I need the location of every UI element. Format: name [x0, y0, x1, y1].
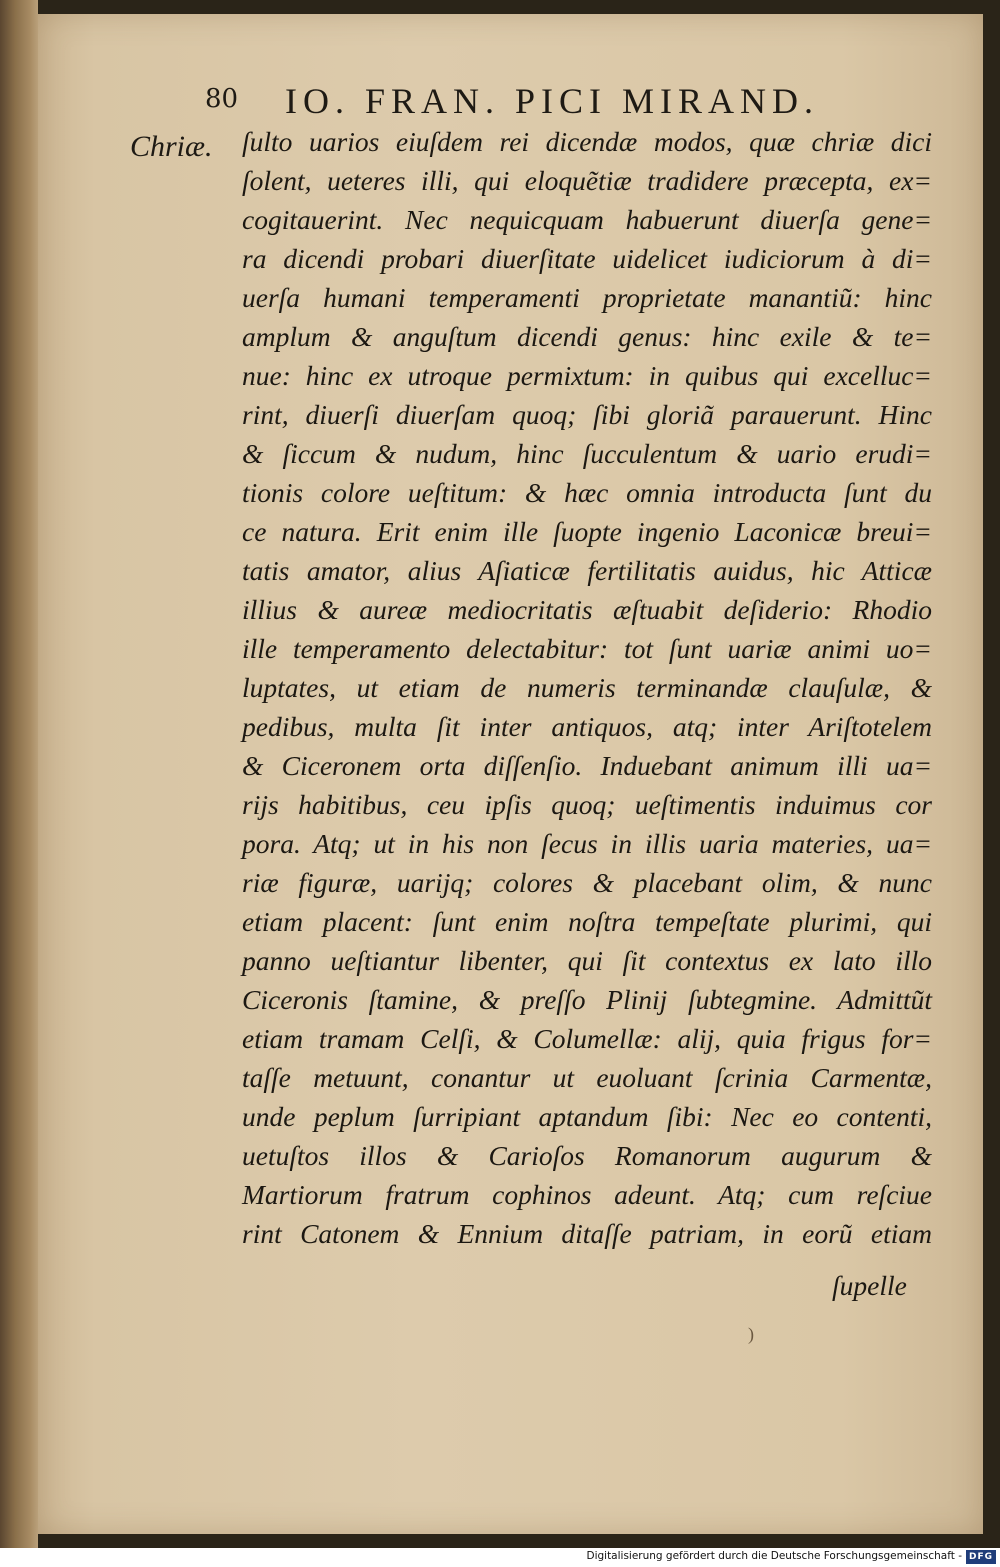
text-line: nue: hinc ex utroque permixtum: in quibus qui excelluc=	[242, 360, 932, 391]
text-line: luptates, ut etiam de numeris terminandæ clauſulæ, &	[242, 672, 932, 703]
page-number: 80	[205, 84, 239, 114]
digitization-footer	[0, 1548, 1000, 1567]
text-line: pora. Atq; ut in his non ſecus in illis uaria materies, ua=	[242, 828, 932, 859]
text-line: rint, diuerſi diuerſam quoq; ſibi gloriã parauerunt. Hinc	[242, 399, 932, 430]
text-line: etiam placent: ſunt enim noſtra tempeſtate plurimi, qui	[242, 906, 932, 937]
text-line: illius & aureæ mediocritatis æſtuabit deſiderio: Rhodio	[242, 594, 932, 625]
text-line: etiam tramam Celſi, & Columellæ: alij, quia frigus for=	[242, 1023, 932, 1054]
text-line: rijs habitibus, ceu ipſis quoq; ueſtimentis induimus cor	[242, 789, 932, 820]
running-title: IO. FRAN. PICI MIRAND.	[285, 81, 820, 121]
body-text	[242, 122, 932, 1253]
text-line: tatis amator, alius Aſiaticæ fertilitatis auidus, hic Atticæ	[242, 555, 932, 586]
text-line: ſolent, ueteres illi, qui eloquẽtiæ tradidere præcepta, ex=	[242, 165, 932, 196]
text-line: uetuſtos illos & Carioſos Romanorum augurum &	[242, 1140, 932, 1171]
book-spine-edge	[0, 0, 38, 1548]
text-line: pedibus, multa ſit inter antiquos, atq; inter Ariſtotelem	[242, 711, 932, 742]
text-line: taſſe metuunt, conantur ut euoluant ſcrinia Carmentæ,	[242, 1062, 932, 1093]
catchword: ſupelle	[832, 1270, 907, 1301]
text-line: ille temperamento delectabitur: tot ſunt uariæ animi uo=	[242, 633, 932, 664]
funding-credit: Digitalisierung gefördert durch die Deutsche Forschungsgemeinschaft -	[586, 1550, 962, 1562]
text-line: ra dicendi probari diuerſitate uidelicet iudiciorum à di=	[242, 243, 932, 274]
text-line: cogitauerint. Nec nequicquam habuerunt diuerſa gene=	[242, 204, 932, 235]
text-line: Ciceronis ſtamine, & preſſo Plinij ſubtegmine. Admittũt	[242, 984, 932, 1015]
text-line: Martiorum fratrum cophinos adeunt. Atq; cum reſciue	[242, 1179, 932, 1210]
text-line: ſulto uarios eiuſdem rei dicendæ modos, quæ chriæ dici	[242, 126, 932, 157]
text-line: & Ciceronem orta diſſenſio. Induebant animum illi ua=	[242, 750, 932, 781]
text-line: riæ figuræ, uarijq; colores & placebant olim, & nunc	[242, 867, 932, 898]
text-line: tionis colore ueſtitum: & hæc omnia introducta ſunt du	[242, 477, 932, 508]
text-line: rint Catonem & Ennium ditaſſe patriam, in eorũ etiam	[242, 1218, 932, 1249]
text-line: & ſiccum & nudum, hinc ſucculentum & uario erudi=	[242, 438, 932, 469]
text-line: ce natura. Erit enim ille ſuopte ingenio Laconicæ breui=	[242, 516, 932, 547]
marginal-note: Chriæ.	[130, 130, 213, 163]
text-line: unde peplum ſurripiant aptandum ſibi: Nec eo contenti,	[242, 1101, 932, 1132]
stray-ink-mark: )	[748, 1324, 754, 1344]
text-line: uerſa humani temperamenti proprietate manantiũ: hinc	[242, 282, 932, 313]
dfg-logo: DFG	[966, 1550, 996, 1564]
text-line: panno ueſtiantur libenter, qui ſit contextus ex lato illo	[242, 945, 932, 976]
text-line: amplum & anguſtum dicendi genus: hinc exile & te=	[242, 321, 932, 352]
